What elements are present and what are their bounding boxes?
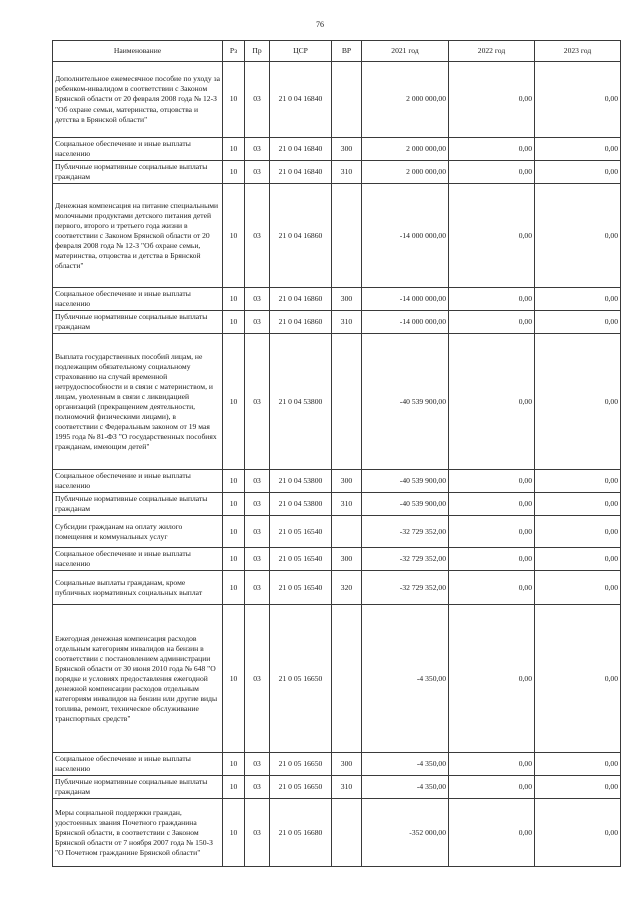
cell-pr: 03 bbox=[245, 799, 270, 867]
cell-2023: 0,00 bbox=[535, 288, 621, 311]
cell-2023: 0,00 bbox=[535, 753, 621, 776]
cell-2022: 0,00 bbox=[449, 138, 535, 161]
cell-pr: 03 bbox=[245, 288, 270, 311]
cell-2021: -32 729 352,00 bbox=[362, 548, 449, 571]
cell-rz: 10 bbox=[223, 334, 245, 470]
cell-2023: 0,00 bbox=[535, 161, 621, 184]
cell-vr bbox=[332, 605, 362, 753]
cell-2022: 0,00 bbox=[449, 605, 535, 753]
cell-2021: -14 000 000,00 bbox=[362, 288, 449, 311]
cell-vr: 310 bbox=[332, 311, 362, 334]
table-row bbox=[53, 493, 621, 516]
cell-vr: 300 bbox=[332, 753, 362, 776]
cell-csr: 21 0 04 16840 bbox=[270, 138, 332, 161]
cell-2022: 0,00 bbox=[449, 184, 535, 288]
cell-name: Социальное обеспечение и иные выплаты населению bbox=[53, 548, 223, 571]
cell-rz: 10 bbox=[223, 288, 245, 311]
table-row bbox=[53, 311, 621, 334]
cell-2021: -32 729 352,00 bbox=[362, 516, 449, 548]
table-row bbox=[53, 516, 621, 548]
table-row bbox=[53, 184, 621, 288]
column-header-vr: ВР bbox=[332, 41, 362, 62]
cell-csr: 21 0 04 53800 bbox=[270, 334, 332, 470]
cell-2022: 0,00 bbox=[449, 288, 535, 311]
cell-2023: 0,00 bbox=[535, 776, 621, 799]
cell-vr: 310 bbox=[332, 776, 362, 799]
cell-2022: 0,00 bbox=[449, 470, 535, 493]
cell-2023: 0,00 bbox=[535, 605, 621, 753]
table-row bbox=[53, 138, 621, 161]
cell-2021: -4 350,00 bbox=[362, 605, 449, 753]
cell-2022: 0,00 bbox=[449, 516, 535, 548]
cell-2022: 0,00 bbox=[449, 776, 535, 799]
cell-rz: 10 bbox=[223, 184, 245, 288]
cell-name: Публичные нормативные социальные выплаты гражданам bbox=[53, 161, 223, 184]
column-header-pr: Пр bbox=[245, 41, 270, 62]
cell-csr: 21 0 04 16840 bbox=[270, 161, 332, 184]
cell-name: Меры социальной поддержки граждан, удостоенных звания Почетного гражданина Брянской области, в соответствии с Законом Брянской области от 7 ноября 2007 года № 150-З "О Почетном гражданине Брянской области" bbox=[53, 799, 223, 867]
cell-rz: 10 bbox=[223, 548, 245, 571]
cell-csr: 21 0 05 16540 bbox=[270, 571, 332, 605]
cell-csr: 21 0 05 16650 bbox=[270, 753, 332, 776]
cell-csr: 21 0 04 16840 bbox=[270, 62, 332, 138]
cell-vr: 300 bbox=[332, 138, 362, 161]
column-header-2021: 2021 год bbox=[362, 41, 449, 62]
cell-rz: 10 bbox=[223, 138, 245, 161]
table-row bbox=[53, 776, 621, 799]
cell-pr: 03 bbox=[245, 311, 270, 334]
cell-pr: 03 bbox=[245, 161, 270, 184]
table-row bbox=[53, 605, 621, 753]
cell-rz: 10 bbox=[223, 311, 245, 334]
cell-2021: -32 729 352,00 bbox=[362, 571, 449, 605]
cell-2021: -14 000 000,00 bbox=[362, 311, 449, 334]
cell-2023: 0,00 bbox=[535, 493, 621, 516]
cell-2022: 0,00 bbox=[449, 311, 535, 334]
cell-csr: 21 0 04 16860 bbox=[270, 311, 332, 334]
cell-vr: 310 bbox=[332, 161, 362, 184]
cell-pr: 03 bbox=[245, 334, 270, 470]
cell-2023: 0,00 bbox=[535, 516, 621, 548]
cell-name: Социальное обеспечение и иные выплаты населению bbox=[53, 288, 223, 311]
cell-2022: 0,00 bbox=[449, 161, 535, 184]
cell-2023: 0,00 bbox=[535, 548, 621, 571]
cell-rz: 10 bbox=[223, 605, 245, 753]
column-header-2023: 2023 год bbox=[535, 41, 621, 62]
cell-name: Публичные нормативные социальные выплаты гражданам bbox=[53, 311, 223, 334]
cell-name: Социальное обеспечение и иные выплаты населению bbox=[53, 753, 223, 776]
cell-pr: 03 bbox=[245, 776, 270, 799]
cell-csr: 21 0 04 53800 bbox=[270, 493, 332, 516]
cell-2021: -352 000,00 bbox=[362, 799, 449, 867]
cell-name: Социальное обеспечение и иные выплаты населению bbox=[53, 470, 223, 493]
cell-2023: 0,00 bbox=[535, 571, 621, 605]
table-body bbox=[53, 62, 621, 867]
cell-pr: 03 bbox=[245, 470, 270, 493]
budget-table bbox=[52, 40, 621, 867]
table-row bbox=[53, 62, 621, 138]
cell-2021: 2 000 000,00 bbox=[362, 62, 449, 138]
cell-pr: 03 bbox=[245, 548, 270, 571]
cell-pr: 03 bbox=[245, 138, 270, 161]
cell-vr bbox=[332, 516, 362, 548]
cell-csr: 21 0 05 16540 bbox=[270, 548, 332, 571]
page-number: 76 bbox=[316, 20, 324, 29]
cell-pr: 03 bbox=[245, 62, 270, 138]
column-header-2022: 2022 год bbox=[449, 41, 535, 62]
cell-vr: 300 bbox=[332, 288, 362, 311]
cell-pr: 03 bbox=[245, 753, 270, 776]
cell-2023: 0,00 bbox=[535, 334, 621, 470]
cell-rz: 10 bbox=[223, 799, 245, 867]
cell-2022: 0,00 bbox=[449, 493, 535, 516]
cell-pr: 03 bbox=[245, 516, 270, 548]
cell-2022: 0,00 bbox=[449, 334, 535, 470]
cell-rz: 10 bbox=[223, 62, 245, 138]
cell-vr: 320 bbox=[332, 571, 362, 605]
cell-name: Ежегодная денежная компенсация расходов отдельным категориям инвалидов на бензин в соответствии с постановлением администрации Брянской области от 30 июня 2010 года № 648 "О порядке и условиях предоставления ежегодной денежной компенсации расходов отдельным категориям инвалидов на бензин или другие виды топлива, ремонт, техническое обслуживание транспортных средств" bbox=[53, 605, 223, 753]
cell-rz: 10 bbox=[223, 516, 245, 548]
table-row bbox=[53, 571, 621, 605]
cell-2021: -4 350,00 bbox=[362, 753, 449, 776]
cell-pr: 03 bbox=[245, 605, 270, 753]
cell-csr: 21 0 05 16680 bbox=[270, 799, 332, 867]
cell-2022: 0,00 bbox=[449, 548, 535, 571]
cell-name: Социальные выплаты гражданам, кроме публичных нормативных социальных выплат bbox=[53, 571, 223, 605]
cell-2023: 0,00 bbox=[535, 184, 621, 288]
cell-2021: -40 539 900,00 bbox=[362, 470, 449, 493]
column-header-csr: ЦСР bbox=[270, 41, 332, 62]
cell-vr bbox=[332, 799, 362, 867]
table-header-row bbox=[53, 41, 621, 62]
table-row bbox=[53, 548, 621, 571]
cell-vr: 310 bbox=[332, 493, 362, 516]
column-header-rz: Рз bbox=[223, 41, 245, 62]
cell-2021: -40 539 900,00 bbox=[362, 493, 449, 516]
cell-csr: 21 0 04 16860 bbox=[270, 288, 332, 311]
cell-csr: 21 0 05 16650 bbox=[270, 605, 332, 753]
cell-2022: 0,00 bbox=[449, 571, 535, 605]
table-row bbox=[53, 161, 621, 184]
cell-vr: 300 bbox=[332, 470, 362, 493]
cell-vr bbox=[332, 184, 362, 288]
cell-rz: 10 bbox=[223, 571, 245, 605]
cell-rz: 10 bbox=[223, 161, 245, 184]
cell-csr: 21 0 04 53800 bbox=[270, 470, 332, 493]
cell-rz: 10 bbox=[223, 493, 245, 516]
cell-name: Денежная компенсация на питание специальными молочными продуктами детского питания детей первого, второго и третьего года жизни в соответствии с Законом Брянской области от 20 февраля 2008 года № 12-З "Об охране семьи, материнства, отцовства и детства в Брянской области" bbox=[53, 184, 223, 288]
cell-csr: 21 0 05 16650 bbox=[270, 776, 332, 799]
cell-vr: 300 bbox=[332, 548, 362, 571]
cell-2023: 0,00 bbox=[535, 311, 621, 334]
cell-name: Дополнительное ежемесячное пособие по уходу за ребенком-инвалидом в соответствии с Законом Брянской области от 20 февраля 2008 года № 12-З "Об охране семьи, материнства, отцовства и детства в Брянской области" bbox=[53, 62, 223, 138]
cell-2022: 0,00 bbox=[449, 799, 535, 867]
table-row bbox=[53, 334, 621, 470]
table-row bbox=[53, 799, 621, 867]
cell-csr: 21 0 05 16540 bbox=[270, 516, 332, 548]
cell-csr: 21 0 04 16860 bbox=[270, 184, 332, 288]
table-row bbox=[53, 470, 621, 493]
cell-2023: 0,00 bbox=[535, 470, 621, 493]
cell-rz: 10 bbox=[223, 753, 245, 776]
cell-pr: 03 bbox=[245, 184, 270, 288]
cell-rz: 10 bbox=[223, 776, 245, 799]
cell-name: Выплата государственных пособий лицам, не подлежащим обязательному социальному страхованию на случай временной нетрудоспособности и в связи с материнством, и лицам, уволенным в связи с ликвидацией организаций (прекращением деятельности, полномочий физическими лицами), в соответствии с Федеральным законом от 19 мая 1995 года № 81-ФЗ "О государственных пособиях гражданам, имеющим детей" bbox=[53, 334, 223, 470]
cell-2021: -4 350,00 bbox=[362, 776, 449, 799]
table-row bbox=[53, 288, 621, 311]
cell-2022: 0,00 bbox=[449, 753, 535, 776]
cell-rz: 10 bbox=[223, 470, 245, 493]
table-row bbox=[53, 753, 621, 776]
cell-2021: -14 000 000,00 bbox=[362, 184, 449, 288]
cell-2023: 0,00 bbox=[535, 62, 621, 138]
cell-vr bbox=[332, 62, 362, 138]
cell-vr bbox=[332, 334, 362, 470]
cell-name: Субсидии гражданам на оплату жилого помещения и коммунальных услуг bbox=[53, 516, 223, 548]
cell-2021: 2 000 000,00 bbox=[362, 161, 449, 184]
cell-2023: 0,00 bbox=[535, 138, 621, 161]
column-header-name: Наименование bbox=[53, 41, 223, 62]
cell-name: Публичные нормативные социальные выплаты гражданам bbox=[53, 776, 223, 799]
cell-2021: -40 539 900,00 bbox=[362, 334, 449, 470]
cell-name: Социальное обеспечение и иные выплаты населению bbox=[53, 138, 223, 161]
cell-pr: 03 bbox=[245, 571, 270, 605]
cell-pr: 03 bbox=[245, 493, 270, 516]
cell-2021: 2 000 000,00 bbox=[362, 138, 449, 161]
cell-2022: 0,00 bbox=[449, 62, 535, 138]
cell-2023: 0,00 bbox=[535, 799, 621, 867]
cell-name: Публичные нормативные социальные выплаты гражданам bbox=[53, 493, 223, 516]
